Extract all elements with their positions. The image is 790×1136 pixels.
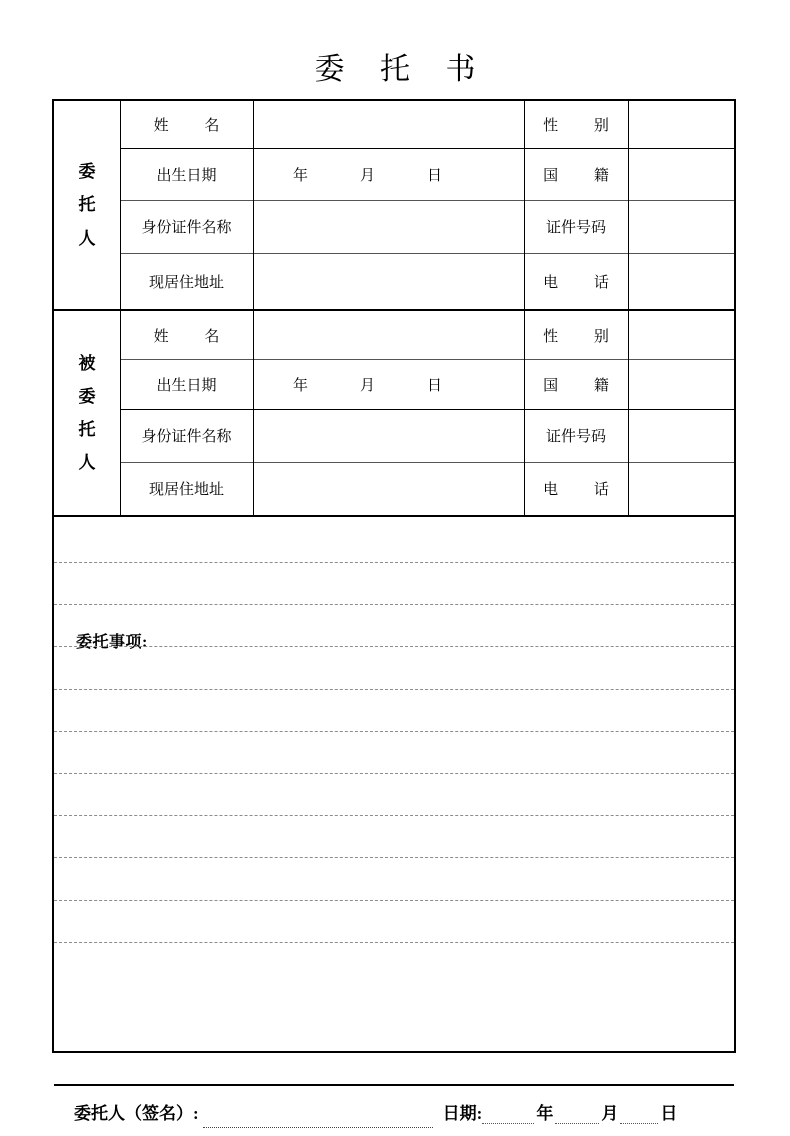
side-label-char: 人 (78, 453, 96, 473)
month-input[interactable] (555, 1108, 599, 1124)
section-principal (54, 101, 734, 309)
label-gender: 性 别 (543, 328, 625, 345)
side-label-char: 托 (78, 420, 96, 439)
matters-line[interactable] (54, 604, 734, 605)
column-divider (253, 101, 254, 309)
birthdate-units (293, 374, 442, 395)
label-phone: 电 话 (543, 274, 625, 291)
side-label-char: 托 (78, 195, 96, 215)
section-principal-side-label (54, 101, 120, 309)
field-id-number-value[interactable] (628, 200, 790, 253)
label-id-number: 证件号码 (545, 429, 606, 445)
label-id-type: 身份证件名称 (141, 220, 232, 236)
unit-month: 月 (360, 377, 376, 394)
month-unit: 月 (601, 1103, 619, 1123)
unit-month: 月 (360, 167, 376, 184)
label-birthdate: 出生日期 (156, 377, 217, 394)
form-frame (52, 99, 736, 1123)
label-gender: 性 别 (543, 118, 625, 134)
row-divider (120, 462, 734, 463)
table-row (120, 359, 734, 409)
signature-date-group (437, 1099, 680, 1124)
column-divider (120, 101, 121, 309)
label-id-type: 身份证件名称 (141, 429, 232, 445)
matters-heading: 委托事项: (76, 634, 148, 651)
column-divider (524, 101, 525, 309)
column-divider (524, 311, 525, 515)
row-divider (120, 148, 734, 149)
label-address: 现居住地址 (148, 482, 224, 498)
field-birthdate-value[interactable] (253, 359, 524, 409)
column-divider (628, 101, 629, 309)
row-divider (120, 359, 734, 360)
column-divider (253, 311, 254, 515)
label-name: 姓 名 (153, 118, 236, 134)
section-agent (54, 311, 734, 515)
field-id-type-value[interactable] (253, 200, 524, 253)
unit-day: 日 (427, 377, 443, 394)
table-row (120, 200, 734, 253)
table-row (120, 253, 734, 309)
table-row (120, 148, 734, 200)
day-input[interactable] (620, 1108, 658, 1124)
field-gender-value[interactable] (628, 101, 790, 148)
matters-line[interactable] (54, 689, 734, 690)
unit-year: 年 (293, 377, 309, 394)
day-unit: 日 (660, 1103, 678, 1123)
label-name: 姓 名 (153, 328, 236, 345)
matters-line[interactable] (54, 815, 734, 816)
section-agent-side-label (54, 311, 120, 515)
side-label-char: 委 (78, 386, 96, 406)
table-row (120, 462, 734, 515)
row-divider (120, 409, 734, 410)
page-title: 委 托 书 (314, 53, 490, 86)
field-phone-value[interactable] (628, 462, 790, 515)
matters-line[interactable] (54, 857, 734, 858)
matters-line[interactable] (54, 773, 734, 774)
field-name-value[interactable] (253, 101, 524, 148)
year-unit: 年 (536, 1103, 554, 1123)
birthdate-units (293, 164, 442, 185)
matters-line[interactable] (54, 646, 734, 647)
side-label-char: 被 (78, 353, 96, 373)
row-divider (120, 253, 734, 254)
label-nationality: 国 籍 (543, 167, 625, 184)
field-id-number-value[interactable] (628, 409, 790, 462)
field-phone-value[interactable] (628, 253, 790, 309)
table-row (120, 101, 734, 148)
year-input[interactable] (482, 1108, 534, 1124)
unit-year: 年 (293, 167, 309, 184)
matters-line[interactable] (54, 562, 734, 563)
signature-label: 委托人（签名）: (74, 1103, 199, 1123)
matters-line[interactable] (54, 900, 734, 901)
field-nationality-value[interactable] (628, 359, 790, 409)
label-nationality: 国 籍 (543, 377, 625, 394)
table-row (120, 311, 734, 359)
label-address: 现居住地址 (148, 274, 224, 291)
field-birthdate-value[interactable] (253, 148, 524, 200)
field-nationality-value[interactable] (628, 148, 790, 200)
row-divider (120, 200, 734, 201)
field-address-value[interactable] (253, 253, 524, 309)
column-divider (628, 311, 629, 515)
section-divider (54, 515, 734, 517)
label-birthdate: 出生日期 (156, 167, 217, 184)
field-gender-value[interactable] (628, 311, 790, 359)
table-row (120, 409, 734, 462)
side-label-char: 人 (78, 228, 96, 248)
side-label-char: 委 (78, 162, 96, 182)
field-name-value[interactable] (253, 311, 524, 359)
column-divider (120, 311, 121, 515)
signature-row (54, 1086, 734, 1136)
field-address-value[interactable] (253, 462, 524, 515)
label-id-number: 证件号码 (545, 220, 606, 236)
date-label: 日期: (442, 1103, 483, 1123)
unit-day: 日 (427, 167, 443, 184)
matters-line[interactable] (54, 731, 734, 732)
field-id-type-value[interactable] (253, 409, 524, 462)
label-phone: 电 话 (543, 482, 625, 498)
matters-line[interactable] (54, 942, 734, 943)
